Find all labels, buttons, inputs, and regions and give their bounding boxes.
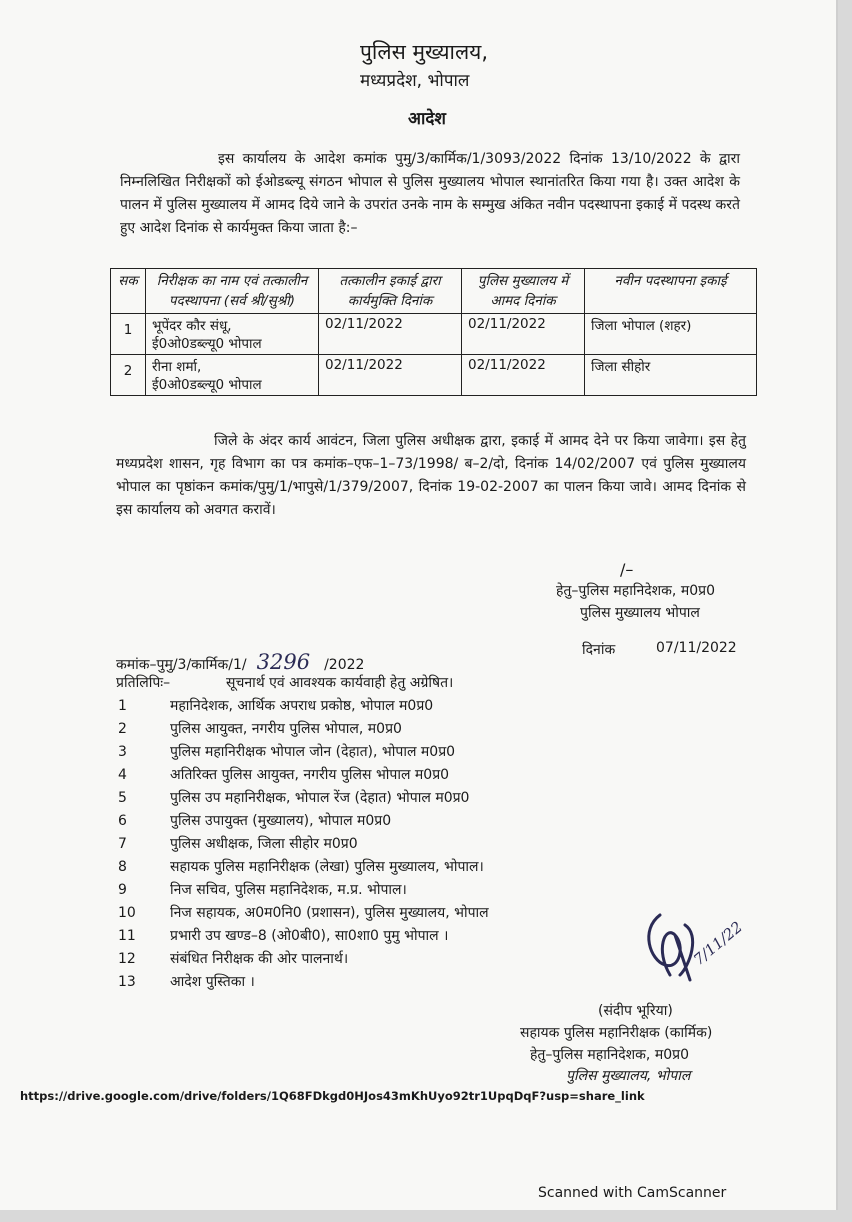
signatory-line-1: हेतु–पुलिस महानिदेशक, म0प्र0 xyxy=(556,583,715,599)
row-relieved: 02/11/2022 xyxy=(319,314,462,355)
signer-designation: सहायक पुलिस महानिरीक्षक (कार्मिक) xyxy=(520,1025,713,1041)
list-item: 1 महानिदेशक, आर्थिक अपराध प्रकोष्ठ, भोपाल म0प्र0 xyxy=(118,698,434,714)
col-relieved: तत्कालीन इकाई द्वारा कार्यमुक्ति दिनांक xyxy=(319,269,462,314)
row-name: रीना शर्मा, xyxy=(152,359,202,375)
list-item: 10 निज सहायक, अ0म0नि0 (प्रशासन), पुलिस मुख्यालय, भोपाल xyxy=(118,905,489,921)
list-item: 2 पुलिस आयुक्त, नगरीय पुलिस भोपाल, म0प्र0 xyxy=(118,721,402,737)
scanner-watermark: Scanned with CamScanner xyxy=(538,1185,727,1201)
copy-purpose: सूचनार्थ एवं आवश्यक कार्यवाही हेतु अग्रेषित। xyxy=(226,675,454,691)
row-name: भूपेंदर कौर संधू, xyxy=(152,318,232,334)
list-item: 13 आदेश पुस्तिका । xyxy=(118,974,255,990)
endorsement-prefix: कमांक–पुमु/3/कार्मिक/1/ xyxy=(116,657,247,673)
endorsement-number xyxy=(116,650,364,674)
row-posting: ई0ओ0डब्ल्यू0 भोपाल xyxy=(152,336,262,352)
transfer-table xyxy=(110,268,757,396)
date-value: 07/11/2022 xyxy=(656,640,737,656)
row-sn: 2 xyxy=(111,355,146,396)
endorsement-suffix: /2022 xyxy=(324,657,365,673)
list-item: 3 पुलिस महानिरीक्षक भोपाल जोन (देहात), भोपाल म0प्र0 xyxy=(118,744,456,760)
row-new-unit: जिला भोपाल (शहर) xyxy=(585,314,757,355)
col-sn: सक xyxy=(111,269,146,314)
signer-line-2: हेतु–पुलिस महानिदेशक, म0प्र0 xyxy=(530,1047,689,1063)
table-row xyxy=(111,355,757,396)
row-name-cell xyxy=(146,355,319,396)
drive-link-text: https://drive.google.com/drive/folders/1Q68FDkgd0HJos43mKhUyo92tr1UpqDqF?usp=share_link xyxy=(20,1089,645,1103)
handwritten-date: 7/11/22 xyxy=(690,917,746,969)
list-item: 8 सहायक पुलिस महानिरीक्षक (लेखा) पुलिस मुख्यालय, भोपाल। xyxy=(118,859,484,875)
col-new-unit: नवीन पदस्थापना इकाई xyxy=(585,269,757,314)
row-joined: 02/11/2022 xyxy=(462,314,585,355)
list-item: 4 अतिरिक्त पुलिस आयुक्त, नगरीय पुलिस भोपाल म0प्र0 xyxy=(118,767,450,783)
instructions-paragraph: जिले के अंदर कार्य आवंटन, जिला पुलिस अधीक्षक द्वारा, इकाई में आमद देने पर किया जावेगा। इस हेतु मध्यप्रदेश शासन, गृह विभाग का पत्र कमांक–एफ–1–73/1998/ ब–2/दो, दिनांक 14/02/2007 एवं पुलिस मुख्यालय भोपाल का पृष्ठांकन कमांक/पुमु/1/भापुसे/1/379/2007, दिनांक 19-02-2007 का पालन किया जावे। आमद दिनांक से इस कार्यालय को अवगत करावें। xyxy=(116,433,746,518)
list-item: 12 संबंधित निरीक्षक की ओर पालनार्थ। xyxy=(118,951,349,967)
row-name-cell xyxy=(146,314,319,355)
row-relieved: 02/11/2022 xyxy=(319,355,462,396)
signer-line-3: पुलिस मुख्यालय, भोपाल xyxy=(566,1068,691,1084)
col-joined: पुलिस मुख्यालय में आमद दिनांक xyxy=(462,269,585,314)
office-name: पुलिस मुख्यालय, xyxy=(360,40,489,64)
table-row xyxy=(111,314,757,355)
list-item: 5 पुलिस उप महानिरीक्षक, भोपाल रेंज (देहात) भोपाल म0प्र0 xyxy=(118,790,470,806)
intro-paragraph: इस कार्यालय के आदेश कमांक पुमु/3/कार्मिक/1/3093/2022 दिनांक 13/10/2022 के द्वारा निम्नलिखित निरीक्षकों को ईओडब्ल्यू संगठन भोपाल से पुलिस मुख्यालय भोपाल स्थानांतरित किया गया है। उक्त आदेश के पालन में पुलिस मुख्यालय में आमद दिये जाने के उपरांत उनके नाम के सम्मुख अंकित नवीन पदस्थापना इकाई में पदस्थ करते हुए आदेश दिनांक से कार्यमुक्त किया जाता है:– xyxy=(120,151,740,236)
document-title: आदेश xyxy=(408,109,446,129)
signer-name: (संदीप भूरिया) xyxy=(598,1003,673,1019)
list-item: 11 प्रभारी उप खण्ड–8 (ओ0बी0), सा0शा0 पुमु भोपाल । xyxy=(118,928,449,944)
signatory-line-2: पुलिस मुख्यालय भोपाल xyxy=(580,605,700,621)
signature-mark: /– xyxy=(620,560,634,579)
date-label: दिनांक xyxy=(582,642,616,658)
col-name: निरीक्षक का नाम एवं तत्कालीन पदस्थापना (सर्व श्री/सुश्री) xyxy=(146,269,319,314)
handwritten-number: 3296 xyxy=(256,650,311,674)
row-posting: ई0ओ0डब्ल्यू0 भोपाल xyxy=(152,377,262,393)
list-item: 6 पुलिस उपायुक्त (मुख्यालय), भोपाल म0प्र0 xyxy=(118,813,392,829)
office-location: मध्यप्रदेश, भोपाल xyxy=(360,71,470,91)
row-joined: 02/11/2022 xyxy=(462,355,585,396)
row-sn: 1 xyxy=(111,314,146,355)
list-item: 9 निज सचिव, पुलिस महानिदेशक, म.प्र. भोपाल। xyxy=(118,882,407,898)
list-item: 7 पुलिस अधीक्षक, जिला सीहोर म0प्र0 xyxy=(118,836,358,852)
row-new-unit: जिला सीहोर xyxy=(585,355,757,396)
table-header-row xyxy=(111,269,757,314)
copy-label: प्रतिलिपिः– xyxy=(116,675,171,691)
